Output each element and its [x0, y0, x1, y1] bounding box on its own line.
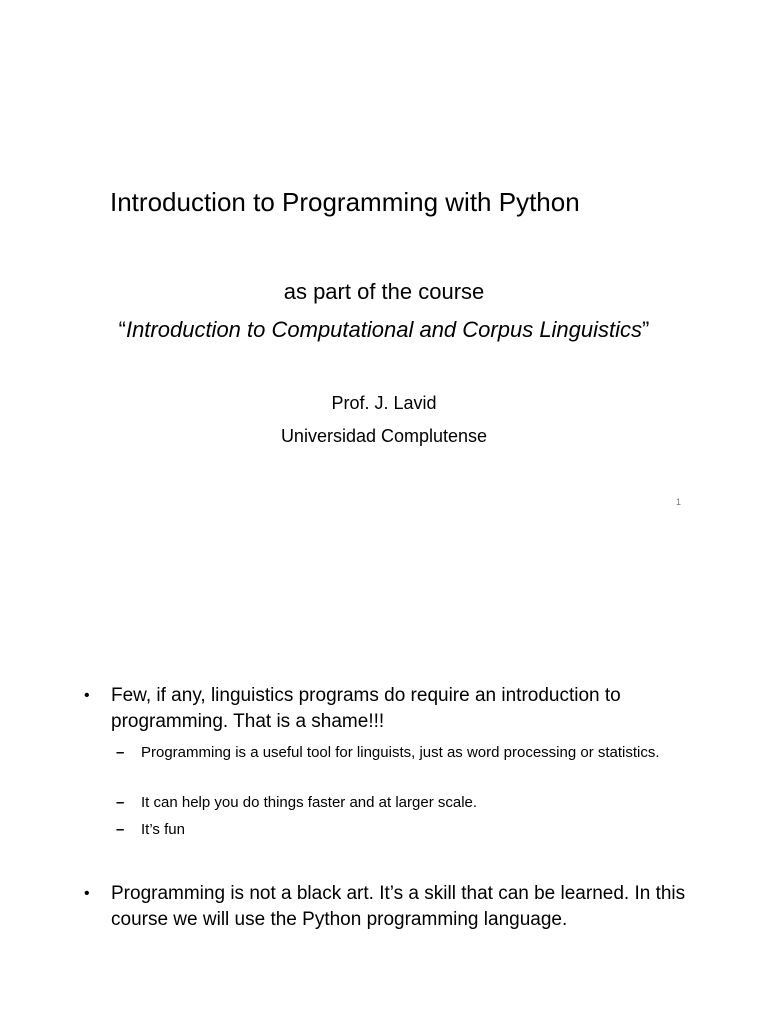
content-slide — [0, 530, 768, 1024]
dash-icon: – — [116, 744, 125, 761]
dash-icon: – — [116, 794, 125, 811]
institution-name: Universidad Complutense — [280, 426, 488, 446]
course-name: Introduction to Computational and Corpus Linguistics — [125, 317, 643, 342]
slide-number: 1 — [676, 497, 682, 507]
sub-bullet-text: Programming is a useful tool for linguists, just as word processing or statistics. — [141, 744, 660, 761]
sub-bullet-item — [116, 742, 696, 764]
bullet-text: Few, if any, linguistics programs do require an introduction to programming. That is a shame!!! — [111, 685, 621, 732]
bullet-item — [84, 683, 704, 735]
sub-bullet-item — [116, 792, 696, 814]
sub-bullet-text: It can help you do things faster and at larger scale. — [141, 794, 478, 811]
close-quote: ” — [642, 317, 650, 342]
slide-title: Introduction to Programming with Python — [110, 187, 580, 217]
course-name-line — [0, 315, 768, 345]
open-quote: “ — [118, 317, 126, 342]
bullet-item — [84, 881, 704, 933]
bullet-icon: • — [84, 687, 90, 704]
subtitle-line: as part of the course — [283, 279, 485, 304]
sub-bullet-item — [116, 819, 696, 841]
bullet-icon: • — [84, 885, 90, 902]
bullet-text: Programming is not a black art. It’s a skill that can be learned. In this course we will use the Python programming language. — [111, 883, 686, 930]
author-name: Prof. J. Lavid — [331, 393, 437, 413]
sub-bullet-text: It’s fun — [141, 821, 185, 838]
dash-icon: – — [116, 821, 125, 838]
